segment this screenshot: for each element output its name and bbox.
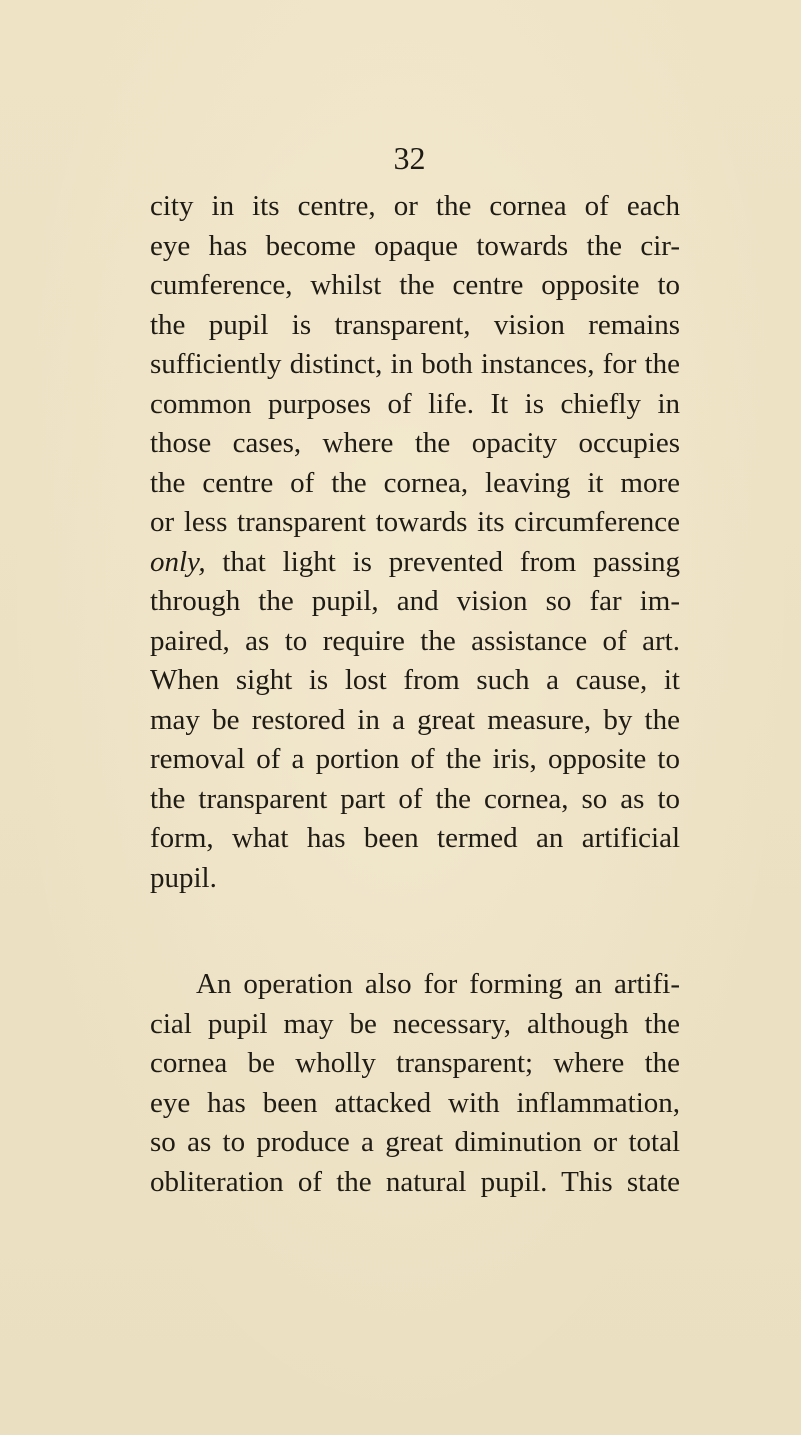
text-line: paired, as to require the assistance of art. bbox=[150, 624, 680, 657]
text-line: cumference, whilst the centre opposite to bbox=[150, 269, 680, 301]
text-line: cornea be wholly transparent; where the bbox=[150, 1047, 680, 1079]
text-line-rest: that light is prevented from passing bbox=[205, 545, 680, 578]
text-line bbox=[150, 543, 680, 583]
text-line: may be restored in a great measure, by the bbox=[150, 703, 680, 736]
text-line: removal of a portion of the iris, opposite to bbox=[150, 743, 680, 775]
text-line: obliteration of the natural pupil. This state bbox=[150, 1165, 680, 1198]
text-line: so as to produce a great diminution or total bbox=[150, 1126, 680, 1158]
italic-word: only, bbox=[150, 545, 206, 578]
text-line: the transparent part of the cornea, so as to bbox=[150, 782, 680, 815]
text-line: eye has been attacked with inflammation, bbox=[150, 1086, 680, 1119]
text-line: eye has become opaque towards the cir- bbox=[150, 229, 680, 262]
page-number: 32 bbox=[393, 140, 426, 176]
text-line: those cases, where the opacity occupies bbox=[150, 427, 680, 459]
text-line: common purposes of life. It is chiefly in bbox=[150, 387, 680, 420]
text-line: through the pupil, and vision so far im- bbox=[150, 585, 680, 617]
paragraph-2 bbox=[150, 965, 680, 1202]
text-line: city in its centre, or the cornea of each bbox=[150, 190, 680, 222]
text-line: cial pupil may be necessary, although the bbox=[150, 1007, 680, 1040]
text-line: the centre of the cornea, leaving it more bbox=[150, 466, 680, 499]
text-line: form, what has been termed an artificial bbox=[150, 822, 680, 854]
paragraph-1 bbox=[150, 187, 680, 898]
text-line: sufficiently distinct, in both instances, for the bbox=[150, 348, 680, 380]
text-line: the pupil is transparent, vision remains bbox=[150, 308, 680, 341]
text-line: pupil. bbox=[150, 861, 217, 894]
text-line: When sight is lost from such a cause, it bbox=[150, 664, 680, 696]
text-line: or less transparent towards its circumference bbox=[150, 506, 680, 538]
text-line: An operation also for forming an artifi- bbox=[196, 968, 680, 1000]
